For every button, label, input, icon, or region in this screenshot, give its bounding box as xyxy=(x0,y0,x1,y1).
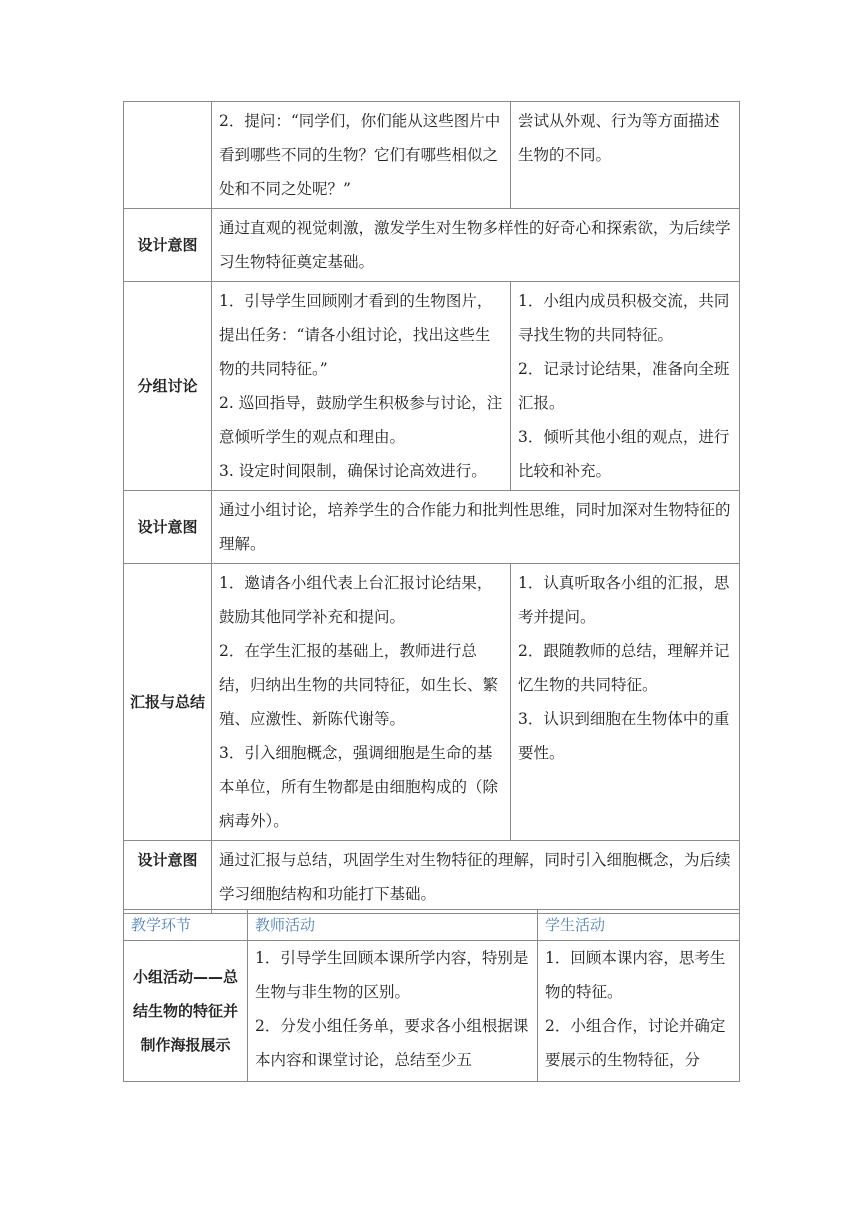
teacher-activity-cell xyxy=(248,941,538,1082)
teacher-paragraph: 2．分发小组任务单，要求各小组根据课本内容和课堂讨论，总结至少五 xyxy=(255,1017,529,1069)
group-discussion-label: 分组讨论 xyxy=(124,282,212,491)
header-student-activity: 学生活动 xyxy=(538,910,740,941)
report-label: 汇报与总结 xyxy=(124,564,212,841)
teacher-activity-cell xyxy=(212,564,511,841)
lesson-plan-table-2 xyxy=(123,909,740,1082)
teacher-activity-cell xyxy=(212,102,511,209)
table-row-report xyxy=(124,564,740,841)
teacher-paragraph: 1．引导学生回顾本课所学内容，特别是生物与非生物的区别。 xyxy=(255,949,529,1001)
table-header-row xyxy=(124,910,740,941)
table-row-group-activity xyxy=(124,941,740,1082)
student-activity-cell xyxy=(511,102,740,209)
teacher-paragraph: 3．引入细胞概念，强调细胞是生命的基本单位，所有生物都是由细胞构成的（除病毒外）。 xyxy=(219,744,499,830)
student-paragraph: 1．回顾本课内容，思考生物的特征。 xyxy=(545,949,726,1001)
intent-label: 设计意图 xyxy=(124,841,212,914)
header-teacher-activity: 教师活动 xyxy=(248,910,538,941)
intent-label: 设计意图 xyxy=(124,491,212,564)
empty-label-cell xyxy=(124,102,212,209)
table-row-intent-1 xyxy=(124,209,740,282)
header-teaching-stage: 教学环节 xyxy=(124,910,248,941)
student-activity-cell xyxy=(538,941,740,1082)
student-paragraph: 1．小组内成员积极交流，共同寻找生物的共同特征。 xyxy=(518,292,730,344)
teacher-paragraph: 3. 设定时间限制，确保讨论高效进行。 xyxy=(219,462,487,480)
student-activity-cell xyxy=(511,564,740,841)
student-paragraph: 1．认真听取各小组的汇报，思考并提问。 xyxy=(518,574,730,626)
intent-label: 设计意图 xyxy=(124,209,212,282)
student-paragraph: 2．小组合作，讨论并确定要展示的生物特征，分 xyxy=(545,1017,726,1069)
teacher-paragraph: 2．在学生汇报的基础上，教师进行总结，归纳出生物的共同特征，如生长、繁殖、应激性、新陈代谢等。 xyxy=(219,642,499,728)
intent-text: 通过直观的视觉刺激，激发学生对生物多样性的好奇心和探索欲，为后续学习生物特征奠定基础。 xyxy=(212,209,740,282)
table-row-intent-3 xyxy=(124,841,740,914)
intent-text: 通过汇报与总结，巩固学生对生物特征的理解，同时引入细胞概念，为后续学习细胞结构和功能打下基础。 xyxy=(212,841,740,914)
table-row-group-discussion xyxy=(124,282,740,491)
teacher-paragraph: 1．引导学生回顾刚才看到的生物图片，提出任务：“请各小组讨论，找出这些生物的共同特征。” xyxy=(219,292,493,378)
student-paragraph: 3．倾听其他小组的观点，进行比较和补充。 xyxy=(518,428,730,480)
student-paragraph: 尝试从外观、行为等方面描述生物的不同。 xyxy=(518,112,720,164)
intent-text: 通过小组讨论，培养学生的合作能力和批判性思维，同时加深对生物特征的理解。 xyxy=(212,491,740,564)
student-activity-cell xyxy=(511,282,740,491)
group-activity-label: 小组活动——总结生物的特征并制作海报展示 xyxy=(124,941,248,1082)
teacher-paragraph: 1．邀请各小组代表上台汇报讨论结果，鼓励其他同学补充和提问。 xyxy=(219,574,493,626)
teacher-paragraph: 2．提问：“同学们，你们能从这些图片中看到哪些不同的生物？它们有哪些相似之处和不同之处呢？” xyxy=(219,112,501,198)
teacher-paragraph: 2. 巡回指导，鼓励学生积极参与讨论，注意倾听学生的观点和理由。 xyxy=(219,394,503,446)
table-row-intro xyxy=(124,102,740,209)
lesson-plan-table-1 xyxy=(123,101,740,914)
student-paragraph: 2．记录讨论结果，准备向全班汇报。 xyxy=(518,360,730,412)
teacher-activity-cell xyxy=(212,282,511,491)
table-row-intent-2 xyxy=(124,491,740,564)
student-paragraph: 3．认识到细胞在生物体中的重要性。 xyxy=(518,710,730,762)
student-paragraph: 2．跟随教师的总结，理解并记忆生物的共同特征。 xyxy=(518,642,730,694)
